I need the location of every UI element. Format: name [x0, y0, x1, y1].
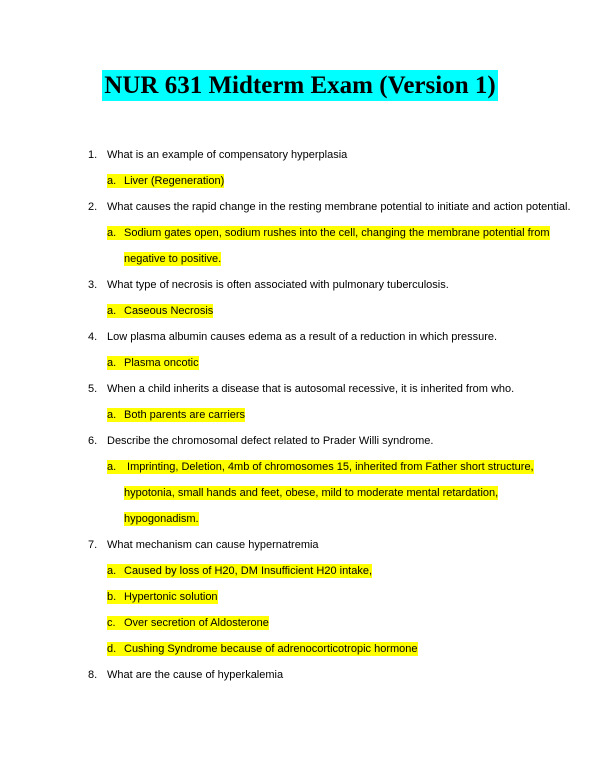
answer-letter: a.	[107, 226, 124, 240]
answer-text: Liver (Regeneration)	[124, 175, 225, 187]
answer-text: hypogonadism.	[124, 513, 199, 525]
answer-text: negative to positive.	[124, 253, 222, 265]
question-text: Describe the chromosomal defect related to Prader Willi syndrome.	[107, 435, 434, 447]
question-number: 1.	[88, 149, 98, 161]
question-text: What causes the rapid change in the resting membrane potential to initiate and action potential.	[107, 201, 571, 213]
question-number: 8.	[88, 669, 98, 681]
answer-letter: a.	[107, 408, 124, 422]
question-text: What type of necrosis is often associated with pulmonary tuberculosis.	[107, 279, 449, 291]
answer-text: Hypertonic solution	[124, 591, 218, 603]
page-title: NUR 631 Midterm Exam (Version 1)	[104, 72, 496, 99]
answer-text: Sodium gates open, sodium rushes into the cell, changing the membrane potential from	[124, 227, 550, 239]
question-number: 5.	[88, 383, 98, 395]
answer-letter: d.	[107, 642, 124, 656]
question-text: What mechanism can cause hypernatremia	[107, 539, 319, 551]
question-number: 2.	[88, 201, 98, 213]
answer-letter: a.	[107, 460, 124, 474]
question-number: 6.	[88, 435, 98, 447]
answer-text: Imprinting, Deletion, 4mb of chromosomes 15, inherited from Father short structure,	[124, 461, 534, 473]
question-number: 4.	[88, 331, 98, 343]
title-container	[0, 70, 600, 101]
answer-text: Cushing Syndrome because of adrenocorticotropic hormone	[124, 643, 418, 655]
answer-text: Caused by loss of H20, DM Insufficient H20 intake,	[124, 565, 373, 577]
answer-text: Plasma oncotic	[124, 357, 199, 369]
question-text: Low plasma albumin causes edema as a result of a reduction in which pressure.	[107, 331, 498, 343]
answer-text: Both parents are carriers	[124, 409, 246, 421]
answer-letter: a.	[107, 304, 124, 318]
answer-letter: a.	[107, 564, 124, 578]
answer-letter: a.	[107, 356, 124, 370]
answer-text: Caseous Necrosis	[124, 305, 214, 317]
answer-letter: a.	[107, 174, 124, 188]
question-text: What is an example of compensatory hyperplasia	[107, 149, 348, 161]
question-text: What are the cause of hyperkalemia	[107, 669, 284, 681]
question-text: When a child inherits a disease that is autosomal recessive, it is inherited from who.	[107, 383, 515, 395]
answer-letter: c.	[107, 616, 124, 630]
answer-letter: b.	[107, 590, 124, 604]
question-number: 7.	[88, 539, 98, 551]
question-number: 3.	[88, 279, 98, 291]
answer-text: Over secretion of Aldosterone	[124, 617, 269, 629]
answer-text: hypotonia, small hands and feet, obese, mild to moderate mental retardation,	[124, 487, 499, 499]
